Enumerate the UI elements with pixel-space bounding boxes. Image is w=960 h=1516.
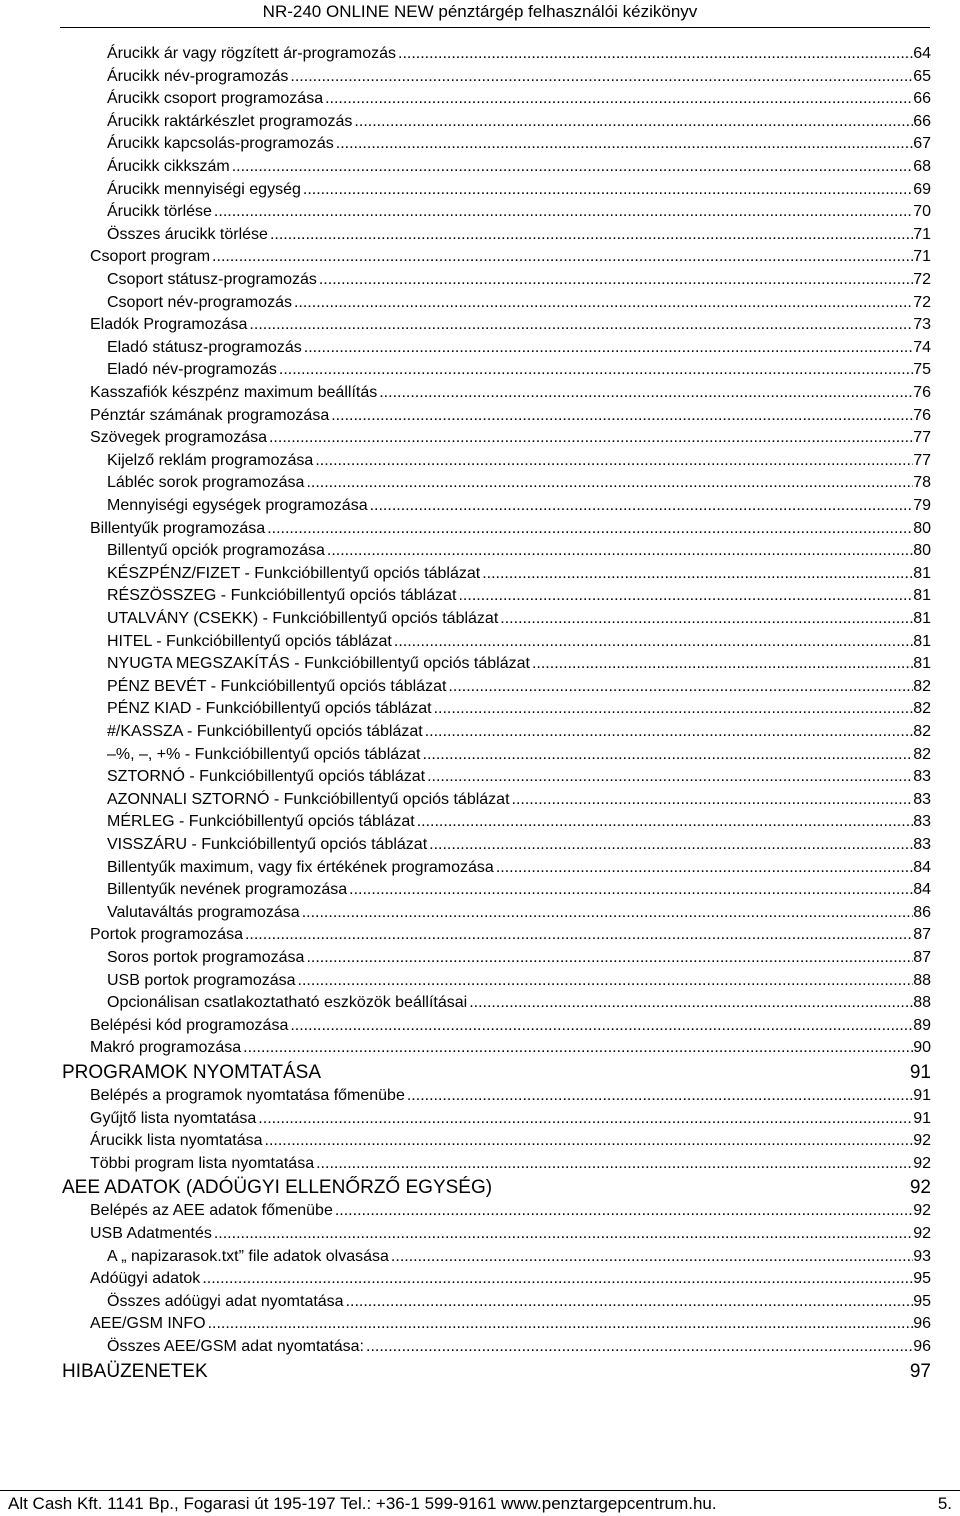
toc-entry-page: 83 (913, 768, 931, 786)
toc-entry[interactable] (90, 1153, 931, 1175)
toc-entry-title: Belépés a programok nyomtatása főmenübe (90, 1087, 405, 1104)
toc-dot-leader (379, 382, 913, 404)
toc-entry-page: 66 (913, 112, 931, 130)
toc-entry-page: 82 (913, 677, 931, 695)
toc-dot-leader (290, 66, 913, 88)
toc-entry-page: 66 (913, 90, 931, 108)
toc-entry[interactable] (90, 1108, 931, 1130)
toc-entry-page: 95 (913, 1292, 931, 1310)
toc-entry-title: Kasszafiók készpénz maximum beállítás (90, 384, 378, 401)
toc-entry-page: 81 (913, 587, 931, 605)
toc-entry-page: 88 (913, 994, 931, 1012)
toc-entry-title: Árucikk csoport programozása (107, 90, 324, 108)
toc-dot-leader (325, 88, 913, 110)
toc-entry[interactable] (107, 179, 931, 201)
toc-entry[interactable] (90, 405, 931, 427)
toc-entry[interactable] (90, 1085, 931, 1107)
toc-entry-title: AEE ADATOK (ADÓÜGYI ELLENŐRZŐ EGYSÉG) (62, 1177, 493, 1199)
toc-dot-leader (245, 924, 913, 946)
toc-entry[interactable] (90, 314, 931, 336)
toc-entry-title: NYUGTA MEGSZAKÍTÁS - Funkcióbillentyű opciós táblázat (107, 655, 530, 673)
toc-entry-title: Árucikk raktárkészlet programozás (107, 112, 353, 130)
toc-entry-title: Lábléc sorok programozása (107, 474, 305, 492)
toc-entry-title: UTALVÁNY (CSEKK) - Funkcióbillentyű opciós táblázat (107, 610, 499, 627)
toc-dot-leader (349, 879, 913, 901)
toc-entry-title: Eladó státusz-programozás (107, 338, 302, 356)
toc-dot-leader (294, 292, 913, 314)
toc-entry[interactable] (90, 924, 931, 946)
toc-entry-page: 91 (913, 1109, 931, 1127)
toc-entry[interactable] (107, 631, 931, 653)
toc-entry-page: 79 (913, 497, 931, 514)
toc-entry-page: 83 (913, 813, 931, 831)
toc-entry-page: 84 (913, 881, 931, 899)
toc-entry-title: Árucikk név-programozás (107, 67, 289, 85)
toc-entry-title: Árucikk törlése (107, 203, 212, 221)
toc-dot-leader (279, 359, 913, 381)
toc-entry[interactable] (107, 947, 931, 969)
toc-entry[interactable] (107, 744, 931, 766)
page-header (0, 0, 960, 24)
toc-entry[interactable] (107, 698, 931, 720)
toc-entry-page: 76 (913, 406, 931, 424)
toc-dot-leader (512, 789, 914, 811)
toc-entry-title: Eladók Programozása (90, 316, 248, 334)
toc-entry-page: 80 (913, 519, 931, 537)
toc-dot-leader (214, 201, 913, 223)
toc-dot-leader (214, 1223, 913, 1245)
toc-entry-page: 67 (913, 135, 931, 153)
toc-dot-leader (469, 992, 913, 1014)
toc-entry[interactable] (107, 359, 931, 381)
toc-entry[interactable] (107, 789, 931, 811)
toc-dot-leader (302, 902, 914, 924)
toc-entry-title: Mennyiségi egységek programozása (107, 497, 368, 514)
toc-entry-page: 96 (913, 1338, 931, 1355)
toc-entry[interactable] (107, 676, 931, 698)
toc-entry-title: Billentyű opciók programozása (107, 542, 325, 560)
toc-entry[interactable] (90, 382, 931, 404)
toc-dot-leader (346, 1291, 914, 1313)
toc-entry-page: 82 (913, 723, 931, 740)
toc-entry[interactable] (107, 224, 931, 246)
toc-entry[interactable] (107, 88, 931, 110)
toc-entry-title: Opcionálisan csatlakoztatható eszközök beállításai (107, 994, 468, 1012)
toc-dot-leader (370, 495, 914, 517)
toc-entry-title: RÉSZÖSSZEG - Funkcióbillentyű opciós táblázat (107, 587, 457, 605)
toc-entry[interactable] (90, 518, 931, 540)
toc-entry-page: 81 (913, 655, 931, 673)
toc-dot-leader (425, 721, 913, 743)
toc-dot-leader (398, 43, 913, 65)
toc-entry-page: 72 (913, 271, 931, 288)
toc-chapter-entry[interactable] (62, 1360, 931, 1384)
toc-entry-page: 91 (909, 1062, 931, 1083)
toc-entry-title: Billentyűk maximum, vagy fix értékének programozása (107, 858, 494, 876)
toc-entry[interactable] (107, 540, 931, 562)
toc-entry[interactable] (90, 1200, 931, 1222)
toc-dot-leader (298, 970, 914, 992)
toc-entry-page: 76 (913, 384, 931, 401)
toc-entry-page: 87 (913, 949, 931, 966)
toc-entry-title: USB Adatmentés (90, 1225, 212, 1242)
toc-entry-title: Adóügyi adatok (90, 1270, 201, 1288)
toc-entry-page: 92 (913, 1202, 931, 1220)
toc-entry-page: 77 (913, 429, 931, 447)
toc-entry-page: 75 (913, 361, 931, 379)
toc-entry-page: 82 (913, 745, 931, 763)
toc-entry-page: 93 (913, 1247, 931, 1265)
toc-entry-title: PÉNZ KIAD - Funkcióbillentyű opciós táblázat (107, 700, 432, 718)
toc-entry-page: 89 (913, 1016, 931, 1034)
toc-entry-title: Csoport név-programozás (107, 293, 292, 311)
toc-dot-leader (202, 1268, 913, 1290)
toc-dot-leader (327, 540, 913, 562)
toc-entry-page: 80 (913, 542, 931, 560)
toc-entry[interactable] (90, 1268, 931, 1290)
toc-dot-leader (394, 631, 913, 653)
toc-dot-leader (429, 834, 913, 856)
toc-entry[interactable] (107, 66, 931, 88)
header-divider (60, 27, 930, 28)
toc-entry-title: Csoport státusz-programozás (107, 271, 317, 288)
toc-entry-page: 65 (913, 67, 931, 85)
toc-entry-page: 90 (913, 1039, 931, 1057)
toc-dot-leader (270, 224, 913, 246)
toc-entry-title: USB portok programozása (107, 971, 296, 989)
toc-entry[interactable] (107, 834, 931, 856)
toc-entry[interactable] (107, 111, 931, 133)
toc-entry-page: 83 (913, 836, 931, 853)
footer-divider (0, 1490, 960, 1491)
toc-entry[interactable] (107, 201, 931, 223)
toc-entry[interactable] (107, 608, 931, 630)
toc-entry[interactable] (107, 902, 931, 924)
toc-entry-title: HIBAÜZENETEK (62, 1360, 208, 1382)
toc-entry-page: 72 (913, 293, 931, 311)
toc-entry-page: 92 (913, 1132, 931, 1150)
toc-entry-title: Árucikk lista nyomtatása (90, 1132, 263, 1150)
toc-entry[interactable] (107, 1246, 931, 1268)
toc-entry-page: 74 (913, 338, 931, 356)
toc-entry[interactable] (90, 1313, 931, 1335)
toc-entry-page: 86 (913, 903, 931, 921)
toc-entry[interactable] (107, 133, 931, 155)
toc-entry-title: PÉNZ BEVÉT - Funkcióbillentyű opciós táblázat (107, 677, 447, 695)
toc-dot-leader (391, 1246, 913, 1268)
toc-dot-leader (354, 111, 913, 133)
toc-entry[interactable] (107, 43, 931, 65)
toc-entry[interactable] (107, 269, 931, 291)
toc-dot-leader (269, 427, 913, 449)
toc-entry-page: 70 (913, 203, 931, 221)
toc-entry[interactable] (90, 246, 931, 268)
toc-dot-leader (336, 133, 913, 155)
toc-dot-leader (249, 314, 913, 336)
toc-entry-title: Soros portok programozása (107, 949, 305, 966)
toc-entry[interactable] (107, 811, 931, 833)
toc-entry[interactable] (107, 721, 931, 743)
toc-entry[interactable] (107, 585, 931, 607)
toc-dot-leader (366, 1336, 913, 1358)
toc-dot-leader (265, 1130, 914, 1152)
toc-entry-title: KÉSZPÉNZ/FIZET - Funkcióbillentyű opciós táblázat (107, 564, 481, 582)
toc-entry-title: Összes adóügyi adat nyomtatása (107, 1292, 344, 1310)
toc-entry[interactable] (107, 1291, 931, 1313)
toc-entry-title: Belépés az AEE adatok főmenübe (90, 1202, 333, 1220)
toc-entry-page: 92 (913, 1225, 931, 1242)
toc-entry[interactable] (107, 879, 931, 901)
toc-entry-title: Eladó név-programozás (107, 361, 277, 379)
toc-entry[interactable] (90, 1130, 931, 1152)
toc-entry-title: MÉRLEG - Funkcióbillentyű opciós táblázat (107, 813, 415, 831)
toc-entry-title: Árucikk kapcsolás-programozás (107, 135, 334, 153)
toc-entry-page: 81 (913, 564, 931, 582)
toc-dot-leader (500, 608, 913, 630)
toc-entry-title: #/KASSZA - Funkcióbillentyű opciós táblázat (107, 723, 423, 740)
toc-dot-leader (335, 1200, 913, 1222)
toc-entry-title: Árucikk cikkszám (107, 158, 230, 175)
toc-entry-page: 83 (913, 790, 931, 808)
toc-entry-page: 69 (913, 180, 931, 198)
toc-entry-page: 92 (913, 1154, 931, 1172)
toc-entry-page: 71 (913, 225, 931, 243)
toc-dot-leader (315, 450, 913, 472)
toc-entry[interactable] (107, 563, 931, 585)
toc-entry-title: Kijelző reklám programozása (107, 451, 314, 469)
toc-dot-leader (267, 518, 913, 540)
toc-entry-title: Belépési kód programozása (90, 1016, 289, 1034)
toc-dot-leader (258, 1108, 913, 1130)
toc-entry[interactable] (107, 292, 931, 314)
toc-entry-page: 73 (913, 316, 931, 334)
toc-dot-leader (306, 947, 913, 969)
toc-entry[interactable] (107, 857, 931, 879)
toc-entry[interactable] (107, 970, 931, 992)
toc-entry[interactable] (107, 992, 931, 1014)
toc-entry-title: Valutaváltás programozása (107, 903, 300, 921)
toc-dot-leader (316, 1153, 913, 1175)
toc-dot-leader (427, 766, 913, 788)
toc-entry-title: SZTORNÓ - Funkcióbillentyű opciós táblázat (107, 768, 426, 786)
footer-company-info: Alt Cash Kft. 1141 Bp., Fogarasi út 195-197 Tel.: +36-1 599-9161 www.penztargepcentrum.hu. (8, 1494, 717, 1513)
toc-entry[interactable] (107, 1336, 931, 1358)
toc-entry-title: Árucikk ár vagy rögzített ár-programozás (107, 45, 396, 62)
toc-entry-page: 92 (909, 1177, 931, 1199)
toc-dot-leader (482, 563, 913, 585)
toc-entry-page: 84 (913, 858, 931, 876)
toc-entry-page: 87 (913, 926, 931, 944)
toc-dot-leader (208, 1313, 914, 1335)
toc-entry-page: 97 (909, 1360, 931, 1382)
toc-entry-page: 64 (913, 45, 931, 62)
page-footer (8, 1493, 952, 1515)
toc-dot-leader (331, 405, 913, 427)
toc-entry-page: 91 (913, 1087, 931, 1104)
toc-dot-leader (496, 857, 913, 879)
toc-entry-title: Billentyűk nevének programozása (107, 881, 348, 899)
toc-entry-page: 78 (913, 474, 931, 492)
toc-entry[interactable] (107, 156, 931, 178)
toc-entry-title: AZONNALI SZTORNÓ - Funkcióbillentyű opciós táblázat (107, 790, 510, 808)
toc-entry-title: Portok programozása (90, 926, 243, 944)
toc-dot-leader (407, 1085, 913, 1107)
toc-entry-title: Makró programozása (90, 1039, 242, 1057)
toc-entry-page: 81 (913, 632, 931, 650)
toc-entry-title: Csoport program (90, 248, 211, 266)
toc-entry-title: AEE/GSM INFO (90, 1315, 206, 1333)
toc-dot-leader (458, 585, 913, 607)
toc-dot-leader (448, 676, 913, 698)
toc-entry-page: 77 (913, 451, 931, 469)
toc-entry[interactable] (90, 1037, 931, 1059)
footer-page-number: 5. (937, 1494, 952, 1513)
toc-entry[interactable] (90, 1223, 931, 1245)
toc-entry-title: HITEL - Funkcióbillentyű opciós táblázat (107, 632, 392, 650)
toc-dot-leader (306, 472, 913, 494)
toc-entry[interactable] (107, 472, 931, 494)
toc-entry[interactable] (107, 766, 931, 788)
toc-entry-page: 82 (913, 700, 931, 718)
toc-dot-leader (417, 811, 914, 833)
toc-dot-leader (303, 179, 913, 201)
toc-entry[interactable] (90, 1015, 931, 1037)
toc-chapter-entry[interactable] (62, 1061, 931, 1085)
toc-entry[interactable] (107, 653, 931, 675)
toc-entry-page: 96 (913, 1315, 931, 1333)
toc-entry-title: PROGRAMOK NYOMTATÁSA (62, 1062, 321, 1083)
toc-entry-page: 68 (913, 158, 931, 175)
toc-dot-leader (532, 653, 913, 675)
toc-entry[interactable] (107, 450, 931, 472)
toc-entry-title: Gyűjtő lista nyomtatása (90, 1109, 257, 1127)
toc-dot-leader (304, 337, 913, 359)
document-title: NR-240 ONLINE NEW pénztárgép felhasználói kézikönyv (262, 2, 698, 21)
toc-dot-leader (423, 744, 914, 766)
toc-entry-page: 71 (913, 248, 931, 266)
toc-dot-leader (243, 1037, 913, 1059)
toc-entry[interactable] (90, 427, 931, 449)
toc-entry-title: VISSZÁRU - Funkcióbillentyű opciós táblázat (107, 836, 428, 853)
toc-dot-leader (290, 1015, 913, 1037)
toc-entry-title: Többi program lista nyomtatása (90, 1154, 315, 1172)
toc-entry-title: Billentyűk programozása (90, 519, 266, 537)
toc-dot-leader (212, 246, 913, 268)
toc-entry[interactable] (107, 495, 931, 517)
toc-entry[interactable] (107, 337, 931, 359)
toc-entry-title: Pénztár számának programozása (90, 406, 330, 424)
toc-entry-title: –%, –, +% - Funkcióbillentyű opciós táblázat (107, 745, 421, 763)
toc-entry-page: 81 (913, 610, 931, 627)
toc-entry-title: Összes AEE/GSM adat nyomtatása: (107, 1338, 364, 1355)
toc-entry-page: 95 (913, 1270, 931, 1288)
toc-dot-leader (232, 156, 914, 178)
toc-entry-title: Árucikk mennyiségi egység (107, 180, 301, 198)
toc-entry-title: Szövegek programozása (90, 429, 267, 447)
toc-entry-title: A „ napizarasok.txt” file adatok olvasása (107, 1247, 389, 1265)
toc-dot-leader (434, 698, 914, 720)
toc-chapter-entry[interactable] (62, 1176, 931, 1200)
toc-entry-page: 88 (913, 971, 931, 989)
toc-entry-title: Összes árucikk törlése (107, 225, 268, 243)
toc-dot-leader (319, 269, 913, 291)
